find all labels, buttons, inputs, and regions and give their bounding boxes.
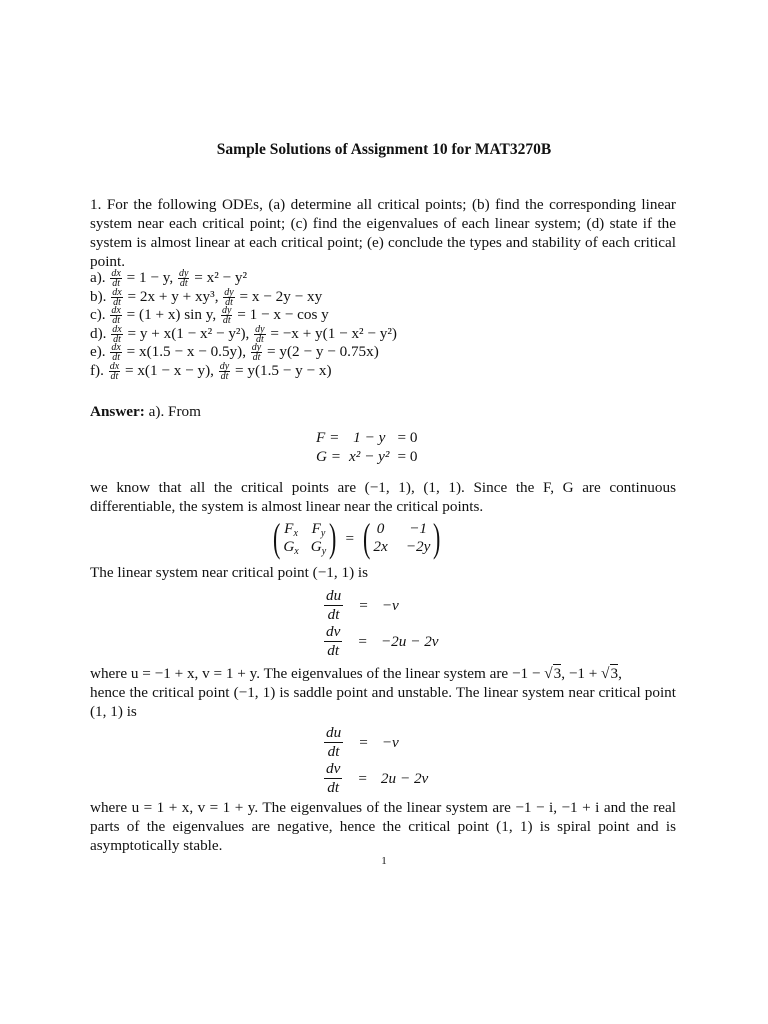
problem-statement bbox=[90, 195, 676, 271]
fraction: $\frac{dv}{dt}$ bbox=[326, 760, 341, 796]
matrix-entry: 0 bbox=[376, 520, 385, 537]
jacobian-equals: = bbox=[345, 529, 355, 547]
fraction: $\frac{dy}{dt}$ bbox=[224, 286, 234, 308]
ode-dx-rhs: = 1 − y, bbox=[122, 269, 177, 286]
ode-item bbox=[90, 342, 676, 364]
answer-label: Answer: bbox=[90, 403, 145, 420]
ode-label: a). bbox=[90, 269, 110, 286]
ode-item bbox=[90, 361, 676, 380]
page-number: 1 bbox=[381, 855, 387, 867]
fraction: $\frac{dy}{dt}$ bbox=[222, 305, 232, 327]
ode-label: b). bbox=[90, 287, 111, 305]
ode-label: e). bbox=[90, 343, 110, 360]
fraction: $\frac{dy}{dt}$ bbox=[178, 268, 189, 290]
ode-label: d). bbox=[90, 324, 111, 342]
answer-lead-text: a). From bbox=[144, 403, 201, 420]
ode-dy-rhs: = y(2 − y − 0.75x) bbox=[263, 343, 379, 360]
matrix-entry: $F_x$ bbox=[284, 520, 298, 539]
ode-dx-rhs: = x(1.5 − x − 0.5y), bbox=[122, 343, 250, 360]
ode-dy-rhs: = y(1.5 − y − x) bbox=[231, 361, 332, 379]
fg-equation-row: G = x² − y² = 0 bbox=[316, 448, 418, 465]
ode-dx-rhs: = x(1 − x − y), bbox=[121, 361, 218, 379]
fraction: $\frac{dy}{dt}$ bbox=[251, 342, 262, 364]
ode-dx-rhs: = 2x + y + xy³, bbox=[123, 287, 223, 305]
fraction: $\frac{dx}{dt}$ bbox=[111, 305, 121, 327]
ode-dx-rhs: = (1 + x) sin y, bbox=[122, 306, 220, 323]
system-row: $\frac{dv}{dt}$ = −2u − 2v bbox=[326, 623, 439, 659]
jacobian-right-matrix: ( 0 −1 2x −2y ) bbox=[363, 515, 441, 560]
fraction: $\frac{dy}{dt}$ bbox=[219, 360, 230, 382]
jacobian-equation bbox=[270, 515, 444, 560]
matrix-entry: 2x bbox=[373, 538, 388, 555]
fraction: $\frac{du}{dt}$ bbox=[326, 587, 342, 623]
fraction: $\frac{dx}{dt}$ bbox=[111, 342, 121, 364]
ode-item bbox=[90, 287, 676, 306]
critical-points-text: we know that all the critical points are (−1, 1), (1, 1). Since the F, G are continuous differentiable, the system is almost linear near the critical points. bbox=[90, 479, 676, 515]
matrix-entry: $G_x$ bbox=[283, 538, 299, 557]
fraction: $\frac{dx}{dt}$ bbox=[111, 268, 121, 290]
sys1-intro: The linear system near critical point (−1, 1) is bbox=[90, 564, 369, 581]
system-row: $\frac{dv}{dt}$ = 2u − 2v bbox=[326, 760, 429, 796]
sys1-analysis: where u = −1 + x, v = 1 + y. The eigenvalues of the linear system are −1 − √3, −1 + √3, hence the critical point (−1, 1) is saddle point and unstable. The linear system near critical point (1, 1) is bbox=[90, 665, 676, 720]
sqrt-symbol: √3 bbox=[544, 665, 562, 682]
fraction: $\frac{dy}{dt}$ bbox=[255, 323, 265, 345]
answer-lead bbox=[90, 402, 676, 421]
ode-label: c). bbox=[90, 306, 110, 323]
fraction: $\frac{dv}{dt}$ bbox=[326, 623, 341, 659]
ode-dy-rhs: = 1 − x − cos y bbox=[233, 306, 329, 323]
matrix-entry: $G_y$ bbox=[310, 538, 327, 557]
sqrt-symbol: √3 bbox=[601, 665, 619, 682]
problem-intro: 1. For the following ODEs, (a) determine all critical points; (b) find the corresponding linear system near each critical point; (c) find the eigenvalues of each linear system; (d) state if the system is almost linear at each critical point; (e) conclude the types and stability of each critical point. bbox=[90, 196, 676, 270]
ode-list bbox=[90, 268, 676, 382]
fg-equation-row: F = 1 − y = 0 bbox=[316, 429, 418, 446]
matrix-entry: $F_y$ bbox=[311, 520, 326, 539]
fg-equations bbox=[312, 428, 421, 466]
sys2-analysis: where u = 1 + x, v = 1 + y. The eigenvalues of the linear system are −1 − i, −1 + i and the real parts of the eigenvalues are negative, hence the critical point (1, 1) is spiral point and is asymptotically stable. bbox=[90, 799, 676, 854]
fraction: $\frac{dx}{dt}$ bbox=[109, 360, 120, 382]
ode-item bbox=[90, 324, 676, 343]
matrix-entry: −1 bbox=[409, 520, 427, 537]
system-row: $\frac{du}{dt}$ = −v bbox=[326, 587, 399, 623]
ode-item bbox=[90, 305, 676, 327]
fraction: $\frac{du}{dt}$ bbox=[326, 724, 342, 760]
jacobian-left-matrix: ( $F_x$ $F_y$ $G_x$ $G_y$ ) bbox=[272, 515, 337, 560]
page-title: Sample Solutions of Assignment 10 for MAT3270B bbox=[216, 141, 552, 158]
ode-dx-rhs: = y + x(1 − x² − y²), bbox=[123, 324, 254, 342]
ode-item bbox=[90, 268, 676, 290]
fraction: $\frac{dx}{dt}$ bbox=[112, 323, 122, 345]
ode-dy-rhs: = x² − y² bbox=[190, 269, 248, 286]
fraction: $\frac{dx}{dt}$ bbox=[112, 286, 122, 308]
matrix-entry: −2y bbox=[405, 538, 431, 555]
ode-dy-rhs: = x − 2y − xy bbox=[235, 287, 323, 305]
ode-dy-rhs: = −x + y(1 − x² − y²) bbox=[266, 324, 397, 342]
system-row: $\frac{du}{dt}$ = −v bbox=[326, 724, 399, 760]
ode-label: f). bbox=[90, 361, 108, 379]
